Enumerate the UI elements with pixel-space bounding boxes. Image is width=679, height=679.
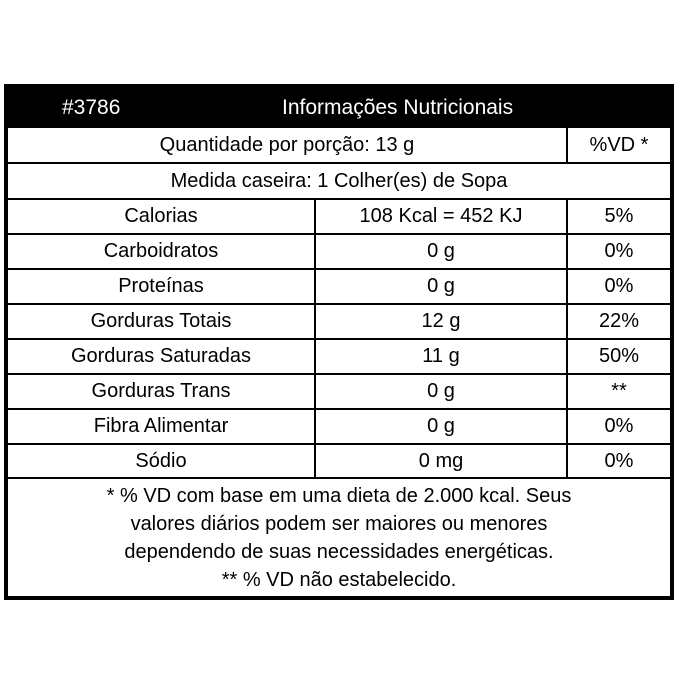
nutrient-amount: 0 g xyxy=(314,235,566,268)
nutrient-name: Gorduras Trans xyxy=(91,380,231,402)
nutrient-vd: 0% xyxy=(566,410,670,443)
nutrient-amount: 11 g xyxy=(314,340,566,373)
nutrient-vd: 5% xyxy=(566,200,670,233)
nutrient-name: Gorduras Totais xyxy=(90,310,232,332)
label-header xyxy=(8,88,670,126)
nutrient-amount: 12 g xyxy=(314,305,566,338)
household-measure: Medida caseira: 1 Colher(es) de Sopa xyxy=(170,169,508,192)
nutrient-amount: 0 g xyxy=(314,270,566,303)
nutrient-name: Fibra Alimentar xyxy=(93,415,229,437)
nutrient-amount: 0 g xyxy=(314,375,566,408)
table-row xyxy=(8,443,670,477)
table-row xyxy=(8,408,670,443)
table-row xyxy=(8,338,670,373)
vd-header: %VD * xyxy=(566,128,670,162)
nutrient-amount: 108 Kcal = 452 KJ xyxy=(314,200,566,233)
portion-label: Quantidade por porção: 13 g xyxy=(159,133,415,156)
table-row xyxy=(8,233,670,268)
nutrient-name: Sódio xyxy=(135,449,187,472)
footnote-line: ** % VD não estabelecido. xyxy=(221,569,457,591)
nutrient-amount: 0 g xyxy=(314,410,566,443)
table-row xyxy=(8,373,670,408)
label-title: Informações Nutricionais xyxy=(282,96,514,119)
footnote-line: valores diários podem ser maiores ou menores xyxy=(130,513,548,535)
nutrient-vd: ** xyxy=(566,375,670,408)
nutrient-vd: 0% xyxy=(566,445,670,477)
nutrient-amount: 0 mg xyxy=(314,445,566,477)
household-row xyxy=(8,162,670,198)
table-row xyxy=(8,268,670,303)
nutrient-vd: 22% xyxy=(566,305,670,338)
nutrient-name: Calorias xyxy=(124,205,198,227)
nutrient-name: Gorduras Saturadas xyxy=(70,345,252,367)
product-code: #3786 xyxy=(62,96,121,119)
nutrition-facts-label xyxy=(4,84,674,600)
table-row xyxy=(8,303,670,338)
nutrient-vd: 0% xyxy=(566,270,670,303)
footnote xyxy=(8,477,670,596)
table-row xyxy=(8,198,670,233)
footnote-line: * % VD com base em uma dieta de 2.000 kcal. Seus xyxy=(106,485,572,507)
nutrient-name: Carboidratos xyxy=(103,240,219,262)
portion-row xyxy=(8,126,670,162)
nutrient-vd: 50% xyxy=(566,340,670,373)
nutrient-vd: 0% xyxy=(566,235,670,268)
footnote-line: dependendo de suas necessidades energéticas. xyxy=(124,541,554,563)
nutrient-name: Proteínas xyxy=(118,275,204,297)
